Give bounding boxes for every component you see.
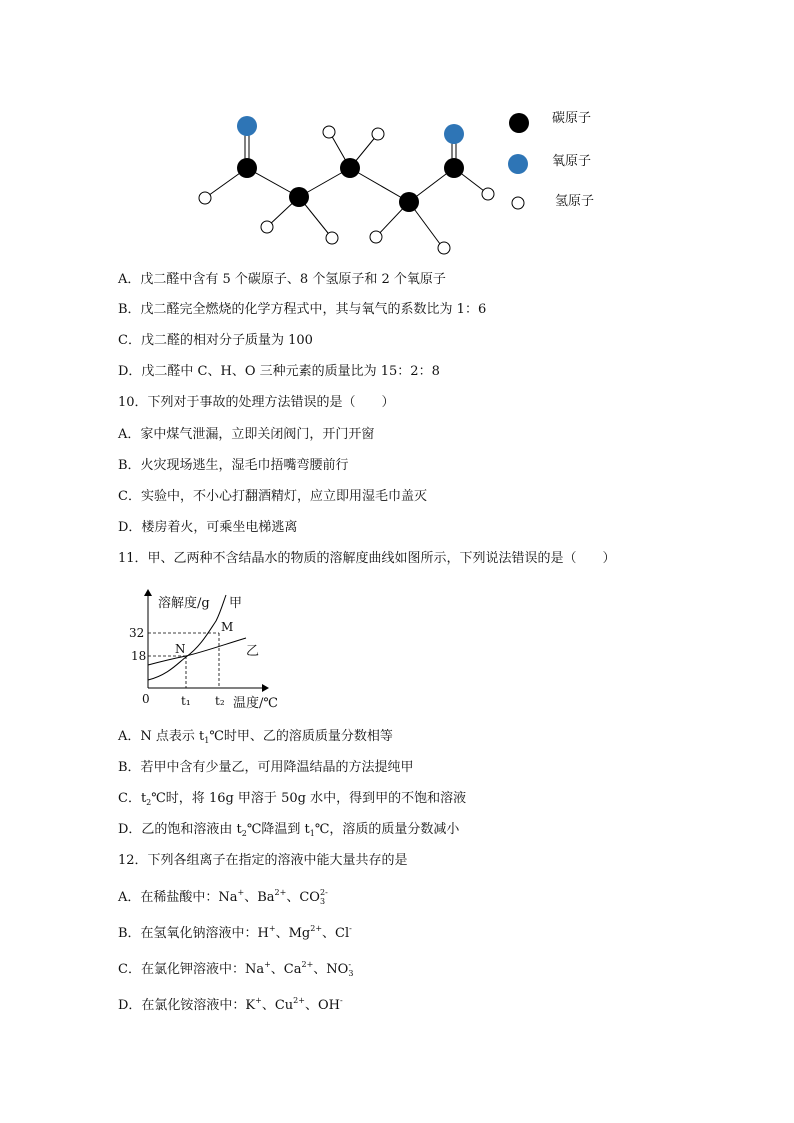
carbon-atom [237,158,257,178]
chart-xlabel: 温度/℃ [233,696,278,711]
legend-carbon-label: 碳原子 [552,111,592,126]
carbon-atom [340,158,360,178]
hydrogen-atom [261,221,273,233]
hydrogen-atom [372,128,384,140]
q9-option-d: D．戊二醛中 C、H、O 三种元素的质量比为 15：2：8 [118,364,440,379]
q12-stem: 12．下列各组离子在指定的溶液中能大量共存的是 [118,853,408,868]
q9-option-a: A．戊二醛中含有 5 个碳原子、8 个氢原子和 2 个氧原子 [118,272,446,287]
carbon-atom [289,187,309,207]
hydrogen-atom [326,232,338,244]
q9-option-c: C．戊二醛的相对分子质量为 100 [118,333,313,348]
q11-option-b: B．若甲中含有少量乙，可用降温结晶的方法提纯甲 [118,760,414,775]
q11-option-a: A．N 点表示 $t_1℃$时甲、乙的溶质质量分数相等 [118,729,393,745]
legend-oxygen-symbol [508,154,528,174]
oxygen-atom [237,116,257,136]
q10-option-d: D．楼房着火，可乘坐电梯逃离 [118,520,298,535]
oxygen-atom [444,124,464,144]
hydrogen-atom [323,126,335,138]
q10-stem: 10．下列对于事故的处理方法错误的是（ ） [118,395,395,410]
legend-hydrogen-label: 氢原子 [555,194,595,209]
q12-option-d: D．在氯化铵溶液中：K+、$Cu^{2+}$、OH- [118,996,343,1013]
q12-option-c: C．在氯化钾溶液中：Na+、$Ca^{2+}$、$NO_3^-$ [118,960,354,978]
point-m-label: M [221,620,234,634]
x-tick-t2: t₂ [215,694,225,708]
hydrogen-atom [199,192,211,204]
chart-origin: 0 [142,692,150,706]
q12-option-b: B．在氢氧化钠溶液中：H+、$Mg^{2+}$、Cl- [118,924,352,941]
q12-option-a: A．在稀盐酸中：Na+、$Ba^{2+}$、$CO_3^{2-}$ [118,888,328,906]
hydrogen-atom [370,231,382,243]
legend-carbon-symbol [509,113,529,133]
q11-option-c: C．$t_2℃$时，将 16g 甲溶于 50g 水中，得到甲的不饱和溶液 [118,791,467,807]
q10-option-c: C．实验中，不小心打翻酒精灯，应立即用湿毛巾盖灭 [118,489,427,504]
point-n-label: N [175,642,186,656]
q10-option-a: A．家中煤气泄漏，立即关闭阀门，开门开窗 [118,427,375,442]
x-tick-t1: t₁ [181,694,191,708]
hydrogen-atom [482,188,494,200]
y-tick-18: 18 [131,649,147,663]
legend-oxygen-label: 氧原子 [552,154,592,169]
q9-option-b: B．戊二醛完全燃烧的化学方程式中，其与氧气的系数比为 1：6 [118,302,487,317]
pentanedial-molecule-diagram [190,105,610,255]
carbon-atom [399,192,419,212]
carbon-atom [444,158,464,178]
q11-option-d: D．乙的饱和溶液由 $t_2℃$降温到 $t_1℃$，溶质的质量分数减小 [118,822,460,838]
series-jia-label: 甲 [229,596,243,611]
series-yi-curve [148,638,246,665]
q10-option-b: B．火灾现场逃生，湿毛巾捂嘴弯腰前行 [118,458,349,473]
hydrogen-atom [438,242,450,254]
legend-hydrogen-symbol [512,197,524,209]
series-yi-label: 乙 [246,644,260,659]
chart-ylabel: 溶解度/g [158,596,210,611]
y-tick-32: 32 [129,626,145,640]
q11-stem: 11．甲、乙两种不含结晶水的物质的溶解度曲线如图所示，下列说法错误的是（ ） [118,551,616,566]
